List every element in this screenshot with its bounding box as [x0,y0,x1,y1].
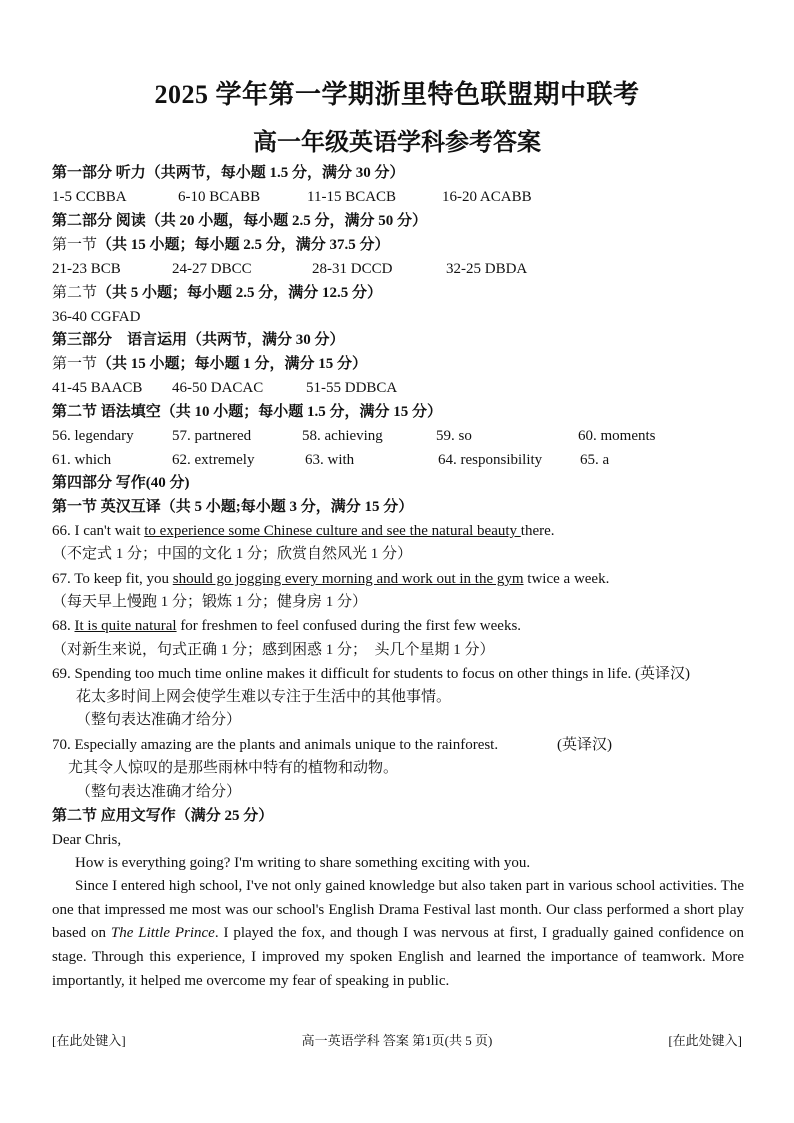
q67-text: 67. To keep fit, you [52,571,173,587]
part1-heading: 第一部分 听力（共两节，每小题 1.5 分，满分 30 分） [52,165,405,181]
part3-answer: 51-55 DDBCA [306,380,398,396]
part3-heading: 第三部分 语言运用（共两节，满分 30 分） [52,332,345,348]
part1-answer: 6-10 BCABB [178,189,261,205]
question-69: 69. Spending too much time online makes it difficult for students to focus on other things in life. (英译汉) [52,666,690,682]
part2-answer: 32-25 DBDA [446,261,528,277]
section-label: 第一节 [52,356,98,372]
q70-translation: 尤其令人惊叹的是那些雨林中特有的植物和动物。 [68,760,399,776]
letter-text: Since I entered high school, I've not only gained knowledge but also taken part in various school activities. The one that impressed me most was our school's English Drama Festival last month. Our class performed a short play based on [52,878,744,942]
grammar-answer: 63. with [305,452,355,468]
section-scoring: （共 15 小题；每小题 2.5 分，满分 37.5 分） [97,237,390,253]
grammar-answer: 64. responsibility [438,452,543,468]
section-label: 第二节 [52,285,98,301]
q68-text: 68. [52,618,75,634]
book-title: The Little Prince [110,925,215,942]
letter-greeting: Dear Chris, [52,832,122,848]
q70-tag: (英译汉) [557,737,612,753]
question-70: 70. Especially amazing are the plants and animals unique to the rainforest. [52,737,499,753]
question-68 [52,616,521,636]
grammar-answer: 60. moments [578,428,656,444]
grammar-answer: 61. which [52,452,112,468]
q66-text-end: there. [520,523,555,539]
part3-section2-heading: 第二节 语法填空（共 10 小题；每小题 1.5 分，满分 15 分） [52,404,443,420]
part2-section2-answers: 36-40 CGFAD [52,309,141,325]
grammar-answer: 58. achieving [302,428,383,444]
part3-section1-heading [52,354,367,374]
exam-subtitle: 高一年级英语学科参考答案 [253,130,541,156]
part3-answer: 41-45 BAACB [52,380,143,396]
grammar-answer: 65. a [580,452,610,468]
grammar-answer: 57. partnered [172,428,252,444]
q66-scoring-note: （不定式 1 分；中国的文化 1 分；欣赏自然风光 1 分） [52,546,413,562]
q66-text: 66. I can't wait [52,523,145,539]
part2-section2-heading [52,283,382,303]
part2-section1-heading [52,235,390,255]
part1-answer: 11-15 BCACB [307,189,397,205]
grammar-answer: 62. extremely [172,452,255,468]
section-scoring: （共 5 小题；每小题 2.5 分，满分 12.5 分） [97,285,383,301]
exam-title: 2025 学年第一学期浙里特色联盟期中联考 [154,80,640,109]
q67-scoring-note: （每天早上慢跑 1 分；锻炼 1 分；健身房 1 分） [52,594,368,610]
grammar-answer: 59. so [436,428,472,444]
footer-left: [在此处键入] [52,1033,126,1048]
q68-text-end: for freshmen to feel confused during the first few weeks. [176,618,522,634]
letter-paragraph-1: How is everything going? I'm writing to share something exciting with you. [75,855,531,871]
letter-text: . I played the fox, and though I was nervous at first, I gradually gained confidence on stage. Through this experience, I improved my spoken English and learned the importance of teamwork. More importantly, it helped me overcome my fear of speaking in public. [52,925,745,989]
part4-heading: 第四部分 写作(40 分) [52,475,190,491]
part2-answer: 24-27 DBCC [172,261,252,277]
part4-section2-heading: 第二节 应用文写作（满分 25 分） [52,808,274,824]
part4-section1-heading: 第一节 英汉互译（共 5 小题;每小题 3 分，满分 15 分） [52,499,414,515]
q68-scoring-note: （对新生来说，句式正确 1 分；感到困惑 1 分； 头几个星期 1 分） [52,642,495,658]
part2-answer: 21-23 BCB [52,261,121,277]
part1-answer: 1-5 CCBBA [52,189,127,205]
question-66 [52,521,555,541]
part1-answer: 16-20 ACABB [442,189,532,205]
question-67 [52,569,609,589]
part2-heading: 第二部分 阅读（共 20 小题，每小题 2.5 分，满分 50 分） [52,213,428,229]
section-scoring: （共 15 小题；每小题 1 分，满分 15 分） [97,356,368,372]
q68-answer: It is quite natural [74,618,177,634]
q69-translation: 花太多时间上网会使学生难以专注于生活中的其他事情。 [76,689,452,705]
footer-page-info: 高一英语学科 答案 第1页(共 5 页) [301,1033,493,1048]
letter-paragraph-2 [52,875,744,994]
grammar-answer: 56. legendary [52,428,134,444]
q66-answer: to experience some Chinese culture and see the natural beauty [144,523,521,539]
q67-answer: should go jogging every morning and work out in the gym [172,571,524,587]
part2-answer: 28-31 DCCD [312,261,393,277]
q67-text-end: twice a week. [523,571,610,587]
part3-answer: 46-50 DACAC [172,380,264,396]
footer-right: [在此处键入] [668,1033,742,1048]
q69-scoring-note: （整句表达准确才给分） [76,712,242,728]
q70-scoring-note: （整句表达准确才给分） [76,784,242,800]
section-label: 第一节 [52,237,98,253]
